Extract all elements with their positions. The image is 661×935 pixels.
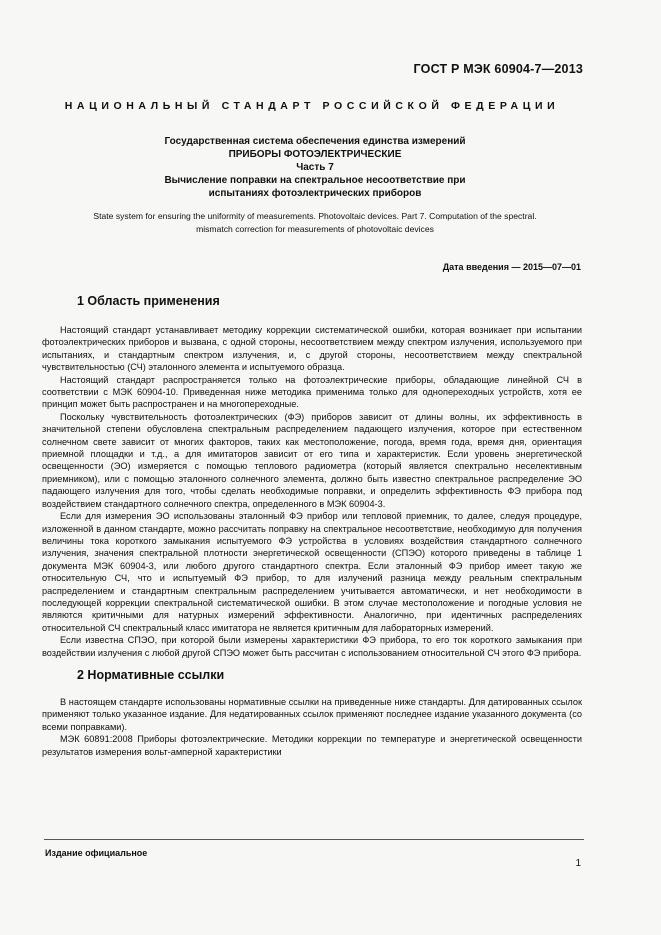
main-content bbox=[42, 294, 582, 758]
section-1-paragraph: Если известна СПЭО, при которой были измерены характеристики ФЭ прибора, то его ток короткого замыкания при воздействии излучения с любой другой СПЭО может быть рассчитан с использованием относительной СЧ этого ФЭ прибора. bbox=[42, 635, 582, 658]
standard-code: ГОСТ Р МЭК 60904-7—2013 bbox=[413, 62, 583, 76]
section-2-paragraph: МЭК 60891:2008 Приборы фотоэлектрические. Методики коррекции по температуре и энергетической освещенности результатов измерения вольт-амперной характеристики bbox=[42, 734, 582, 757]
section-1-paragraph: Если для измерения ЭО использованы эталонный ФЭ прибор или тепловой приемник, то далее, следуя процедуре, изложенной в данном стандарте, можно рассчитать поправку на спектральное несоответствие, необходимую для получения величины тока короткого замыкания испытуемого ФЭ устройства в условиях воздействия стандартного солнечного излучения, значения спектральной плотности энергетической освещенности (СПЭО) которого приведены в таблице 1 документа МЭК 60904-3, или любого другого стандартного спектра. Если эталонный ФЭ прибор имеет такую же относительную СЧ, что и испытуемый ФЭ прибор, то для излучений разница между реальным спектральным распределением и стандартным спектральным распределением учитывается автоматически, и нет необходимости в последующей коррекции спектральной систематической ошибки. В этом случае местоположение и погодные условия не являются критичными для натурных измерений эффективности. Аналогично, при идентичных распределениях относительной СЧ спектральный класс имитатора не является критичным для лабораторных измерений. bbox=[42, 511, 582, 633]
english-title bbox=[42, 210, 588, 236]
title-line-2: ПРИБОРЫ ФОТОЭЛЕКТРИЧЕСКИЕ bbox=[228, 149, 402, 160]
title-line-5: испытаниях фотоэлектрических приборов bbox=[208, 188, 422, 199]
section-1-paragraph: Настоящий стандарт распространяется только на фотоэлектрические приборы, обладающие линейной СЧ в соответствии с МЭК 60904-10. Приведенная ниже методика применима только для однопереходных устройств, хотя ее принцип может быть распространен и на многопереходные. bbox=[42, 374, 582, 410]
introduction-date: Дата введения — 2015—07—01 bbox=[442, 262, 581, 272]
section-2-body bbox=[42, 696, 582, 758]
section-1-body bbox=[42, 324, 582, 659]
title-line-3: Часть 7 bbox=[296, 162, 334, 173]
english-title-line-2: mismatch correction for measurements of photovoltaic devices bbox=[196, 224, 434, 234]
title-block bbox=[80, 135, 550, 200]
english-title-line-1: State system for ensuring the uniformity of measurements. Photovoltaic devices. Part 7. Computation of the spectral. bbox=[93, 211, 537, 221]
title-line-4: Вычисление поправки на спектральное несоответствие при bbox=[164, 175, 466, 186]
section-1-paragraph: Настоящий стандарт устанавливает методику коррекции систематической ошибки, которая возникает при испытании фотоэлектрических приборов и вызвана, с одной стороны, несоответствием между спектром излучения, используемого при испытаниях, и стандартным спектром излучения, и, с другой стороны, несоответствием между спектральной чувствительностью (СЧ) эталонного элемента и испытуемого образца. bbox=[42, 325, 582, 373]
official-edition-label: Издание официальное bbox=[45, 848, 148, 858]
section-1-paragraph: Поскольку чувствительность фотоэлектрических (ФЭ) приборов зависит от длины волны, их эффективность в значительной степени обусловлена спектральным распределением падающего излучения, которое при естественном солнечном свете зависит от многих факторов, таких как местоположение, погода, время года, время дня, ориентация приемной площадки и т.д., а для имитаторов зависит от его типа и характеристик. Если уровень энергетической освещенности (ЭО) измеряется с помощью теплового радиометра (который является спектрально неселективным приемником), или с помощью эталонного солнечного элемента, должно быть известно спектральное распределение ЭО падающего излучения для того, чтобы сделать необходимые поправки, и определить эффективность ФЭ прибора под воздействием стандартного солнечного спектра, определенного в МЭК 60904-3. bbox=[42, 411, 582, 509]
section-1-heading: 1 Область применения bbox=[77, 294, 220, 308]
page-number: 1 bbox=[575, 858, 581, 869]
national-standard-banner: НАЦИОНАЛЬНЫЙ СТАНДАРТ РОССИЙСКОЙ ФЕДЕРАЦИИ bbox=[64, 100, 560, 112]
title-line-1: Государственная система обеспечения единства измерений bbox=[164, 136, 466, 147]
section-2-paragraph: В настоящем стандарте использованы нормативные ссылки на приведенные ниже стандарты. Для датированных ссылок применяют только указанное издание. Для недатированных ссылок применяют последнее издание указанного документа (со всеми поправками). bbox=[42, 696, 582, 732]
section-2-heading: 2 Нормативные ссылки bbox=[77, 667, 225, 682]
footer-divider bbox=[44, 839, 584, 840]
